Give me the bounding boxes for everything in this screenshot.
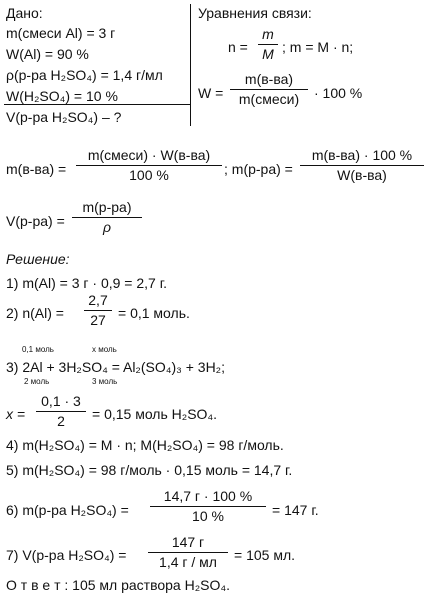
- solution-step-6-num: 14,7 г · 100 %: [163, 488, 253, 504]
- solution-step-7-tail: = 105 мл.: [234, 547, 295, 563]
- relation-w-den: m(смеси): [238, 90, 300, 107]
- reaction-under-acid: 3 моль: [92, 377, 118, 386]
- formula-v-fraction: [72, 200, 142, 234]
- reaction-under-al: 2 моль: [24, 377, 50, 386]
- solution-step-2-den: 27: [90, 311, 106, 328]
- solution-x-fraction: [36, 394, 86, 428]
- fraction-bar: [300, 165, 424, 166]
- solution-step-2-lhs: 2) n(Al) =: [6, 305, 64, 321]
- solution-step-5: 5) m(H₂SO₄) = 98 г/моль · 0,15 моль = 14,7 г.: [6, 462, 293, 478]
- solution-step-6-fraction: [150, 489, 266, 523]
- relation-n-lhs: n =: [228, 39, 248, 55]
- solution-step-7-fraction: [148, 535, 228, 569]
- solution-x-lhs: x =: [6, 406, 26, 422]
- relation-n-fraction: [258, 27, 278, 61]
- answer: О т в е т : 105 мл раствора H₂SO₄.: [6, 577, 230, 593]
- solution-step-7-den: 1,4 г / мл: [159, 553, 217, 570]
- given-title: Дано:: [6, 5, 43, 21]
- given-line-2: W(Al) = 90 %: [6, 46, 89, 62]
- reaction-equation: 3) 2Al + 3H₂SO₄ = Al₂(SO₄)₃ + 3H₂;: [6, 359, 226, 375]
- solution-step-6-tail: = 147 г.: [272, 502, 319, 518]
- formula-mv-num: m(смеси) · W(в-ва): [87, 147, 211, 163]
- solution-title: Решение:: [6, 251, 70, 267]
- reaction-over-al: 0,1 моль: [22, 345, 54, 354]
- given-vertical-divider: [190, 4, 191, 126]
- given-divider: [4, 104, 190, 105]
- formula-v-num: m(р-ра): [82, 199, 132, 215]
- solution-x-tail: = 0,15 моль H₂SO₄.: [92, 406, 218, 422]
- fraction-bar: [84, 310, 112, 311]
- solution-step-7-num: 147 г: [171, 534, 205, 550]
- solution-step-2-tail: = 0,1 моль.: [118, 305, 190, 321]
- relations-title: Уравнения связи:: [198, 5, 312, 21]
- formula-mr-num: m(в-ва) · 100 %: [311, 147, 413, 163]
- relation-w-fraction: [230, 72, 308, 106]
- relation-m: ; m = M · n;: [282, 39, 354, 55]
- formula-mv-fraction: [76, 148, 222, 182]
- fraction-bar: [230, 89, 308, 90]
- relation-w-tail: · 100 %: [314, 85, 363, 101]
- solution-x-num: 0,1 · 3: [41, 393, 81, 409]
- solution-step-6-lhs: 6) m(р-ра H₂SO₄) =: [6, 502, 129, 518]
- fraction-bar: [36, 411, 86, 412]
- formula-mr-lhs: ; m(р-ра) =: [224, 161, 293, 177]
- formula-mr-den: W(в-ва): [337, 166, 387, 183]
- fraction-bar: [150, 506, 266, 507]
- given-line-4: W(H₂SO₄) = 10 %: [6, 88, 118, 104]
- fraction-bar: [258, 44, 278, 45]
- relation-w-num: m(в-ва): [244, 71, 294, 87]
- solution-step-7-lhs: 7) V(р-ра H₂SO₄) =: [6, 547, 127, 563]
- relation-n-den: M: [262, 45, 274, 62]
- given-line-5: V(р-ра H₂SO₄) – ?: [6, 109, 122, 125]
- formula-mv-den: 100 %: [129, 166, 169, 183]
- fraction-bar: [148, 552, 228, 553]
- relation-w-lhs: W =: [198, 85, 224, 101]
- given-line-3: ρ(р-ра H₂SO₄) = 1,4 г/мл: [6, 67, 163, 83]
- formula-v-lhs: V(р-ра) =: [6, 213, 65, 229]
- solution-x-den: 2: [57, 412, 65, 429]
- formula-mv-lhs: m(в-ва) =: [6, 161, 67, 177]
- formula-mr-fraction: [300, 148, 424, 182]
- solution-step-4: 4) m(H₂SO₄) = M · n; M(H₂SO₄) = 98 г/моль.: [6, 437, 284, 453]
- fraction-bar: [72, 217, 142, 218]
- solution-step-2-fraction: [84, 293, 112, 327]
- formula-v-den: ρ: [102, 218, 112, 235]
- relation-n-num: m: [262, 26, 274, 42]
- reaction-over-acid: x моль: [92, 345, 117, 354]
- solution-step-1: 1) m(Al) = 3 г · 0,9 = 2,7 г.: [6, 275, 168, 291]
- given-line-1: m(смеси Al) = 3 г: [6, 25, 116, 41]
- solution-step-6-den: 10 %: [192, 507, 224, 524]
- solution-step-2-num: 2,7: [88, 292, 108, 308]
- fraction-bar: [76, 165, 222, 166]
